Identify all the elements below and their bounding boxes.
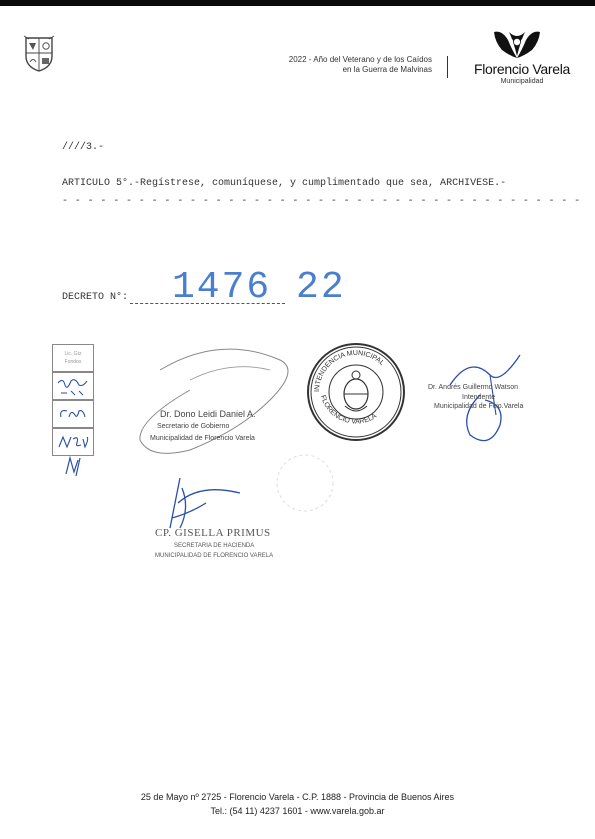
municipal-seal-icon: [305, 342, 407, 442]
decreto-label: DECRETO N°:: [62, 292, 129, 303]
svg-text:Fondos: Fondos: [64, 359, 82, 365]
year-line-1: 2022 - Año del Veterano y de los Caídos: [288, 55, 432, 64]
initials-box-1: [52, 344, 94, 372]
decreto-number-stamp: 1476 22: [172, 266, 346, 309]
seal-top-text: INTENDENCIA MUNICIPAL: [313, 349, 386, 393]
signer-1-name: Dr. Dono Leidi Daniel A.: [160, 409, 256, 419]
initials-signature-4: [53, 429, 93, 455]
dash-separator: - - - - - - - - - - - - - - - - - - - - - - - - - - - - - - - - - - - - - - - - -: [62, 196, 581, 207]
florencio-varela-logo: [466, 28, 578, 86]
signer-2-organization: Municipalidad de Fcio.Varela: [434, 403, 524, 410]
signer-1-organization: Municipalidad de Florencio Varela: [150, 435, 255, 442]
signer-2-name: Dr. Andrés Guillermo Watson: [428, 384, 518, 391]
footer-contact: Tel.: (54 11) 4237 1601 - www.varela.gob.ar: [210, 806, 385, 816]
initials-stamp-1: [53, 345, 93, 371]
signer-3-name: CP. GISELLA PRIMUS: [155, 527, 271, 539]
footer-address: 25 de Mayo nº 2725 - Florencio Varela - C.P. 1888 - Provincia de Buenos Aires: [140, 792, 455, 802]
initials-signature-2: [53, 373, 93, 399]
seal-bottom-text: FLORENCIO VARELA: [319, 394, 378, 426]
article-5-text: ARTICULO 5°.-Regístrese, comuníquese, y cumplimentado que sea, ARCHIVESE.-: [62, 178, 507, 189]
page-reference: ////3.-: [62, 142, 105, 153]
year-line-2: en la Guerra de Malvinas: [342, 65, 432, 74]
brand-name: Florencio Varela: [473, 61, 571, 77]
signer-1-role: Secretario de Gobierno: [157, 423, 230, 430]
initials-box-2: [52, 372, 94, 400]
signature-1-scribble: [130, 340, 310, 460]
initials-box-3: [52, 400, 94, 428]
header-divider: [447, 56, 448, 78]
initials-signature-3: [53, 401, 93, 427]
signer-3-role: SECRETARIA DE HACIENDA: [174, 543, 255, 549]
top-border: [0, 0, 595, 6]
faint-stamp-mark: [270, 448, 340, 518]
municipal-crest-icon: [24, 34, 54, 72]
svg-text:FLORENCIO VARELA: [319, 395, 378, 426]
initials-mark-5: [62, 454, 92, 478]
flower-logo-icon: [492, 28, 542, 60]
brand-subtitle: Municipalidad: [500, 78, 544, 85]
commemorative-year-text: [230, 55, 432, 75]
svg-text:Lic. Gtz: Lic. Gtz: [64, 351, 82, 357]
initials-column: [52, 344, 96, 459]
signer-2-role: Intendente: [462, 394, 496, 401]
signer-3-organization: MUNICIPALIDAD DE FLORENCIO VARELA: [155, 553, 274, 559]
initials-box-4: [52, 428, 94, 456]
